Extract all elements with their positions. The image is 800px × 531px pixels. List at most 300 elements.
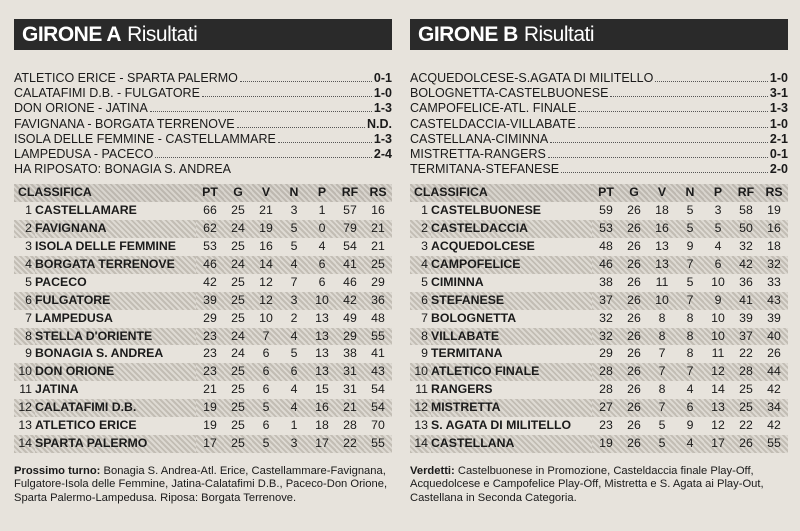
standings-stat: 23 <box>203 346 217 361</box>
dotted-leader <box>240 80 372 82</box>
standings-position: 3 <box>25 239 32 254</box>
standings-stat: 26 <box>620 292 648 310</box>
standings-stat: 10 <box>711 274 725 289</box>
standings-stat: 26 <box>627 310 641 325</box>
standings-stat: 26 <box>620 363 648 381</box>
dotted-leader <box>655 80 768 82</box>
standings-stat: 79 <box>336 220 364 238</box>
standings-team: TERMITANA <box>431 346 503 361</box>
standings-stat: 18 <box>655 203 669 218</box>
standings-stat: 8 <box>648 328 676 346</box>
standings-stat: 24 <box>224 328 252 346</box>
standings-stat: 7 <box>290 274 298 289</box>
standings-team: VILLABATE <box>431 328 592 346</box>
standings-team: BORGATA TERRENOVE <box>35 256 196 274</box>
result-match: CALATAFIMI D.B. - FULGATORE <box>14 86 200 101</box>
dotted-leader <box>548 156 768 158</box>
standings-stat: 5 <box>658 418 666 433</box>
standings-team: ATLETICO ERICE <box>35 418 137 433</box>
standings-column-header: G <box>224 184 252 202</box>
standings-stat: 10 <box>711 310 725 325</box>
standings-stat: 25 <box>732 399 760 417</box>
standings-stat: 31 <box>343 382 357 397</box>
standings-team: CASTELLAMARE <box>35 203 137 218</box>
standings-team: CASTELBUONESE <box>431 203 541 218</box>
table-row <box>410 292 788 310</box>
standings-stat: 42 <box>203 274 217 289</box>
standings-stat: 42 <box>732 256 760 274</box>
standings-team: BOLOGNETTA <box>431 310 517 325</box>
table-row <box>410 274 788 292</box>
standings-stat: 32 <box>739 239 753 254</box>
table-row <box>410 328 788 346</box>
standings-stat: 33 <box>767 274 781 289</box>
standings-column-header: V <box>648 184 676 202</box>
girone-a-riposo: HA RIPOSATO: BONAGIA S. ANDREA <box>14 162 231 177</box>
result-match: TERMITANA-STEFANESE <box>410 162 560 177</box>
standings-stat: 6 <box>676 399 704 417</box>
standings-stat: 8 <box>686 310 694 325</box>
standings-stat: 8 <box>686 346 694 361</box>
girone-a-results <box>14 71 392 162</box>
standings-stat: 23 <box>196 328 224 346</box>
standings-position: 14 <box>14 435 35 453</box>
standings-column-header: PT <box>592 184 620 202</box>
result-row <box>410 117 788 132</box>
standings-stat: 12 <box>704 363 732 381</box>
dotted-leader <box>278 141 372 143</box>
standings-stat: 25 <box>231 239 245 254</box>
result-score: 2-4 <box>373 146 392 161</box>
standings-column-header: CLASSIFICA <box>410 184 592 202</box>
standings-position: 12 <box>410 399 431 417</box>
standings-stat: 7 <box>676 292 704 310</box>
girone-b-note-label: Verdetti: <box>410 464 455 477</box>
result-match: LAMPEDUSA - PACECO <box>14 146 154 161</box>
standings-position: 8 <box>14 328 35 346</box>
girone-a-header <box>14 19 392 50</box>
standings-stat: 26 <box>627 274 641 289</box>
standings-stat: 4 <box>714 239 722 254</box>
standings-stat: 53 <box>203 239 217 254</box>
dotted-leader <box>155 156 372 158</box>
standings-stat: 23 <box>599 418 613 433</box>
table-row <box>14 345 392 363</box>
result-row <box>14 132 392 147</box>
standings-stat: 46 <box>592 256 620 274</box>
standings-team: RANGERS <box>431 382 493 397</box>
standings-column-header: P <box>704 184 732 202</box>
standings-stat: 29 <box>336 328 364 346</box>
standings-stat: 21 <box>259 203 273 218</box>
standings-team: BONAGIA S. ANDREA <box>35 346 164 361</box>
standings-stat: 23 <box>196 363 224 381</box>
standings-stat: 4 <box>280 399 308 417</box>
standings-stat: 28 <box>343 418 357 433</box>
standings-stat: 43 <box>364 363 392 381</box>
result-row <box>14 117 392 132</box>
girone-b-header <box>410 19 788 50</box>
standings-team: ACQUEDOLCESE <box>431 239 535 254</box>
standings-stat: 26 <box>627 382 641 397</box>
standings-stat: 4 <box>280 256 308 274</box>
standings-team: ATLETICO FINALE <box>431 363 592 381</box>
standings-stat: 13 <box>308 363 336 381</box>
standings-stat: 13 <box>704 399 732 417</box>
standings-position: 5 <box>25 274 32 289</box>
standings-stat: 13 <box>315 346 329 361</box>
result-row <box>410 132 788 147</box>
standings-column-header: G <box>620 184 648 202</box>
standings-stat: 26 <box>627 239 641 254</box>
standings-stat: 16 <box>308 399 336 417</box>
standings-stat: 5 <box>704 220 732 238</box>
standings-stat: 12 <box>711 418 725 433</box>
table-row <box>14 310 392 328</box>
standings-position: 9 <box>25 346 32 361</box>
standings-stat: 39 <box>739 310 753 325</box>
standings-stat: 13 <box>648 256 676 274</box>
standings-stat: 50 <box>732 220 760 238</box>
standings-stat: 28 <box>732 363 760 381</box>
standings-stat: 32 <box>592 328 620 346</box>
standings-stat: 29 <box>371 274 385 289</box>
standings-team: LAMPEDUSA <box>35 310 113 325</box>
standings-stat: 48 <box>599 239 613 254</box>
standings-stat: 15 <box>315 382 329 397</box>
standings-stat: 42 <box>767 418 781 433</box>
table-row <box>410 220 788 238</box>
standings-team: PACECO <box>35 274 87 289</box>
table-row <box>14 328 392 346</box>
standings-position: 10 <box>14 363 35 381</box>
standings-stat: 25 <box>231 382 245 397</box>
standings-stat: 7 <box>648 399 676 417</box>
standings-stat: 43 <box>760 292 788 310</box>
table-row <box>14 435 392 453</box>
result-score: 1-0 <box>373 86 392 101</box>
standings-stat: 9 <box>686 239 694 254</box>
standings-stat: 16 <box>371 203 385 218</box>
standings-position: 1 <box>421 203 428 218</box>
result-row <box>410 86 788 101</box>
standings-stat: 10 <box>259 310 273 325</box>
result-row <box>14 101 392 116</box>
girone-a-next-round <box>14 465 392 506</box>
standings-position: 1 <box>25 203 32 218</box>
standings-stat: 5 <box>290 346 298 361</box>
standings-team: JATINA <box>35 382 79 397</box>
standings-stat: 46 <box>196 256 224 274</box>
table-row <box>410 399 788 417</box>
standings-stat: 59 <box>599 203 613 218</box>
standings-stat: 3 <box>280 435 308 453</box>
standings-team: ISOLA DELLE FEMMINE <box>35 239 176 254</box>
dotted-leader <box>578 126 768 128</box>
standings-stat: 54 <box>371 382 385 397</box>
standings-stat: 3 <box>714 203 722 218</box>
standings-position: 2 <box>14 220 35 238</box>
standings-stat: 0 <box>308 220 336 238</box>
standings-column-header: RF <box>732 184 760 202</box>
girone-b-title: GIRONE B <box>418 22 518 46</box>
result-match: CASTELDACCIA-VILLABATE <box>410 116 576 131</box>
standings-stat: 26 <box>620 399 648 417</box>
result-row <box>410 71 788 86</box>
girone-b-column <box>410 0 788 505</box>
standings-stat: 70 <box>371 418 385 433</box>
standings-stat: 29 <box>599 346 613 361</box>
standings-stat: 37 <box>732 328 760 346</box>
girone-a-subtitle: Risultati <box>127 22 198 46</box>
result-match: ACQUEDOLCESE-S.AGATA DI MILITELLO <box>410 71 654 85</box>
standings-position: 3 <box>421 239 428 254</box>
standings-stat: 4 <box>280 328 308 346</box>
result-match: DON ORIONE - JATINA <box>14 101 148 116</box>
standings-column-header: PT <box>196 184 224 202</box>
standings-stat: 34 <box>760 399 788 417</box>
standings-header-row <box>410 184 788 202</box>
standings-stat: 21 <box>336 399 364 417</box>
standings-column-header: RF <box>336 184 364 202</box>
standings-stat: 10 <box>308 292 336 310</box>
dotted-leader <box>550 141 768 143</box>
standings-stat: 17 <box>704 435 732 453</box>
standings-stat: 36 <box>739 274 753 289</box>
table-row <box>410 238 788 256</box>
standings-stat: 37 <box>592 292 620 310</box>
standings-stat: 41 <box>732 292 760 310</box>
standings-stat: 6 <box>308 256 336 274</box>
standings-stat: 6 <box>262 382 270 397</box>
standings-position: 6 <box>410 292 431 310</box>
standings-stat: 21 <box>371 239 385 254</box>
standings-stat: 8 <box>658 382 666 397</box>
table-row <box>14 238 392 256</box>
standings-stat: 10 <box>648 292 676 310</box>
girone-b-verdicts <box>410 465 788 506</box>
result-row <box>14 71 392 86</box>
standings-stat: 22 <box>336 435 364 453</box>
standings-stat: 7 <box>648 363 676 381</box>
standings-stat: 6 <box>262 346 270 361</box>
standings-stat: 46 <box>343 274 357 289</box>
standings-team: CAMPOFELICE <box>431 256 592 274</box>
standings-stat: 29 <box>203 310 217 325</box>
standings-stat: 14 <box>252 256 280 274</box>
standings-stat: 4 <box>318 239 326 254</box>
standings-position: 12 <box>14 399 35 417</box>
standings-stat: 12 <box>252 292 280 310</box>
girone-a-title: GIRONE A <box>22 22 122 46</box>
standings-position: 7 <box>25 310 32 325</box>
standings-team: SPARTA PALERMO <box>35 435 196 453</box>
standings-stat: 27 <box>592 399 620 417</box>
standings-stat: 7 <box>676 256 704 274</box>
standings-team: CIMINNA <box>431 274 484 289</box>
standings-stat: 25 <box>231 310 245 325</box>
result-match: CAMPOFELICE-ATL. FINALE <box>410 101 577 116</box>
standings-header-row <box>14 184 392 202</box>
table-row <box>410 363 788 381</box>
standings-stat: 12 <box>259 274 273 289</box>
result-score: N.D. <box>367 116 392 131</box>
standings-stat: 26 <box>620 328 648 346</box>
standings-column-header: RS <box>760 184 788 202</box>
standings-stat: 16 <box>259 239 273 254</box>
standings-stat: 7 <box>252 328 280 346</box>
standings-stat: 48 <box>371 310 385 325</box>
standings-stat: 13 <box>315 310 329 325</box>
standings-stat: 38 <box>599 274 613 289</box>
standings-stat: 55 <box>364 435 392 453</box>
standings-position: 4 <box>410 256 431 274</box>
dotted-leader <box>610 95 768 97</box>
dotted-leader <box>237 126 365 128</box>
standings-stat: 16 <box>760 220 788 238</box>
dotted-leader <box>578 110 767 112</box>
standings-stat: 1 <box>290 418 298 433</box>
standings-stat: 42 <box>336 292 364 310</box>
standings-stat: 3 <box>280 292 308 310</box>
standings-stat: 25 <box>224 435 252 453</box>
standings-stat: 42 <box>767 382 781 397</box>
standings-stat: 36 <box>364 292 392 310</box>
standings-position: 11 <box>415 382 428 397</box>
standings-stat: 26 <box>627 203 641 218</box>
standings-team: CASTELLANA <box>431 435 592 453</box>
girone-b-standings <box>410 184 788 453</box>
standings-stat: 18 <box>767 239 781 254</box>
standings-stat: 25 <box>364 256 392 274</box>
result-match: BOLOGNETTA-CASTELBUONESE <box>410 86 609 101</box>
standings-position: 9 <box>421 346 428 361</box>
standings-stat: 5 <box>290 239 298 254</box>
standings-stat: 54 <box>364 399 392 417</box>
standings-stat: 62 <box>196 220 224 238</box>
standings-stat: 6 <box>252 363 280 381</box>
table-row <box>410 417 788 435</box>
standings-column-header: N <box>280 184 308 202</box>
table-row <box>14 202 392 220</box>
standings-stat: 19 <box>203 418 217 433</box>
standings-team: FAVIGNANA <box>35 220 196 238</box>
standings-stat: 53 <box>592 220 620 238</box>
standings-stat: 26 <box>627 418 641 433</box>
standings-stat: 39 <box>767 310 781 325</box>
result-row <box>410 147 788 162</box>
standings-stat: 24 <box>224 256 252 274</box>
standings-stat: 25 <box>224 399 252 417</box>
standings-stat: 22 <box>739 346 753 361</box>
standings-stat: 5 <box>648 435 676 453</box>
result-score: 1-0 <box>769 116 788 131</box>
dotted-leader <box>150 110 372 112</box>
table-row <box>14 417 392 435</box>
standings-stat: 25 <box>231 274 245 289</box>
standings-stat: 5 <box>686 203 694 218</box>
result-match: FAVIGNANA - BORGATA TERRENOVE <box>14 116 235 131</box>
standings-stat: 41 <box>336 256 364 274</box>
standings-stat: 55 <box>760 435 788 453</box>
table-row <box>14 292 392 310</box>
standings-stat: 11 <box>655 274 669 289</box>
dotted-leader <box>561 171 768 173</box>
result-match: CASTELLANA-CIMINNA <box>410 131 549 146</box>
standings-stat: 58 <box>739 203 753 218</box>
standings-stat: 4 <box>686 382 694 397</box>
standings-stat: 31 <box>336 363 364 381</box>
standings-stat: 25 <box>231 418 245 433</box>
standings-stat: 7 <box>658 346 666 361</box>
standings-stat: 40 <box>760 328 788 346</box>
standings-column-header: P <box>308 184 336 202</box>
standings-stat: 41 <box>371 346 385 361</box>
standings-stat: 6 <box>318 274 326 289</box>
standings-stat: 6 <box>280 363 308 381</box>
standings-position: 5 <box>421 274 428 289</box>
result-score: 2-0 <box>769 162 788 177</box>
standings-stat: 6 <box>262 418 270 433</box>
standings-stat: 21 <box>364 220 392 238</box>
table-row <box>14 256 392 274</box>
standings-stat: 28 <box>599 382 613 397</box>
standings-stat: 66 <box>203 203 217 218</box>
table-row <box>14 399 392 417</box>
result-score: 1-0 <box>769 71 788 85</box>
standings-position: 2 <box>410 220 431 238</box>
standings-stat: 26 <box>732 435 760 453</box>
standings-stat: 9 <box>704 292 732 310</box>
standings-stat: 13 <box>308 328 336 346</box>
standings-stat: 5 <box>686 274 694 289</box>
standings-stat: 49 <box>343 310 357 325</box>
standings-team: FULGATORE <box>35 292 196 310</box>
standings-stat: 16 <box>648 220 676 238</box>
girone-a-note-label: Prossimo turno: <box>14 464 101 477</box>
standings-stat: 57 <box>343 203 357 218</box>
result-row <box>410 101 788 116</box>
table-row <box>14 381 392 399</box>
standings-stat: 8 <box>658 310 666 325</box>
standings-stat: 25 <box>739 382 753 397</box>
standings-team: S. AGATA DI MILITELLO <box>431 418 572 433</box>
standings-stat: 39 <box>196 292 224 310</box>
table-row <box>14 274 392 292</box>
standings-stat: 1 <box>318 203 326 218</box>
result-score: 1-3 <box>373 131 392 146</box>
result-score: 2-1 <box>769 131 788 146</box>
standings-column-header: N <box>676 184 704 202</box>
standings-stat: 4 <box>676 435 704 453</box>
result-score: 1-3 <box>769 101 788 116</box>
standings-stat: 26 <box>620 220 648 238</box>
standings-stat: 25 <box>224 363 252 381</box>
girone-b-note-text: Castelbuonese in Promozione, Casteldaccia finale Play-Off, Acquedolcese e Campofelice Play-Off, Mistretta e S. Agata ai Play-Out, Castellana in Seconda Categoria. <box>410 464 764 504</box>
table-row <box>410 345 788 363</box>
standings-position: 6 <box>14 292 35 310</box>
result-match: ISOLA DELLE FEMMINE - CASTELLAMMARE <box>14 131 276 146</box>
standings-team: DON ORIONE <box>35 363 196 381</box>
standings-stat: 25 <box>231 203 245 218</box>
standings-stat: 44 <box>760 363 788 381</box>
standings-stat: 21 <box>203 382 217 397</box>
standings-stat: 26 <box>620 435 648 453</box>
standings-stat: 9 <box>686 418 694 433</box>
standings-stat: 5 <box>252 399 280 417</box>
standings-position: 8 <box>410 328 431 346</box>
standings-column-header: RS <box>364 184 392 202</box>
